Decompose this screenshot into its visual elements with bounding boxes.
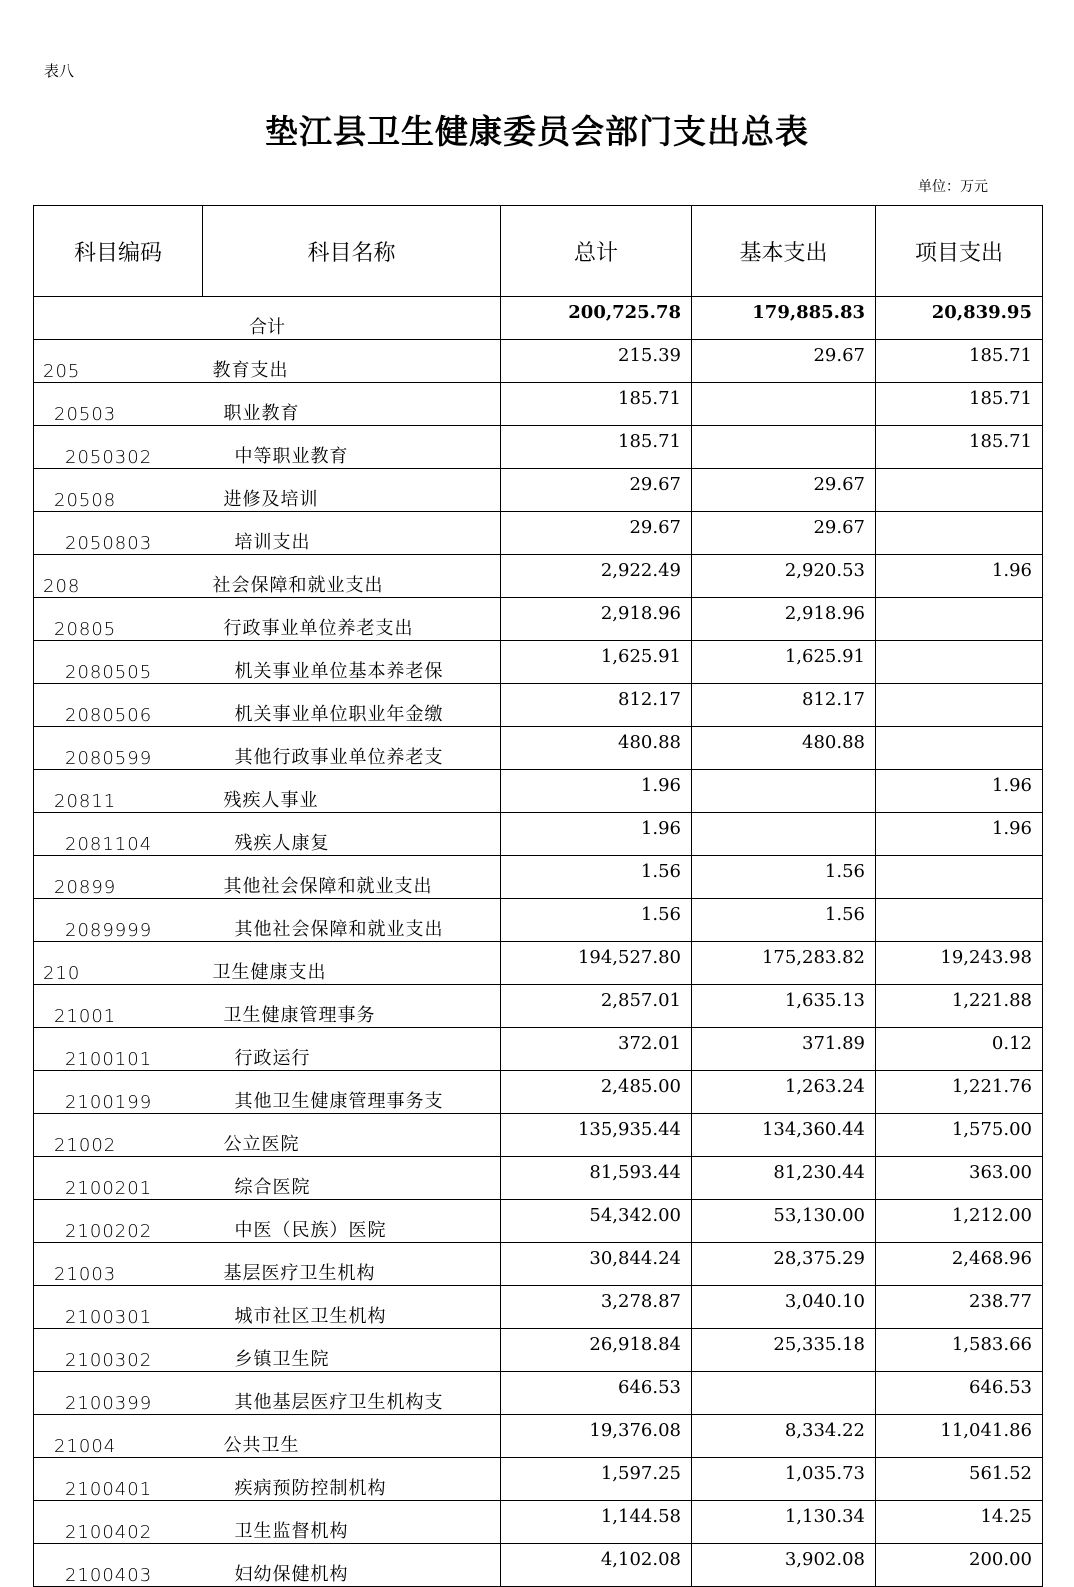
- row-project: 1,221.76: [876, 1071, 1043, 1114]
- row-total: 3,278.87: [501, 1286, 692, 1329]
- row-name: 卫生健康支出: [203, 942, 501, 985]
- row-name: 残疾人康复: [203, 813, 501, 856]
- row-code: 2080505: [34, 641, 203, 684]
- row-name: 公共卫生: [203, 1415, 501, 1458]
- table-row: [34, 641, 1043, 684]
- table-row: [34, 1200, 1043, 1243]
- row-total: 812.17: [501, 684, 692, 727]
- row-project: 11,041.86: [876, 1415, 1043, 1458]
- row-total: 4,102.08: [501, 1544, 692, 1587]
- row-code: 20899: [34, 856, 203, 899]
- row-basic: 134,360.44: [692, 1114, 876, 1157]
- row-name: 其他卫生健康管理事务支: [203, 1071, 501, 1114]
- row-code: 20503: [34, 383, 203, 426]
- row-total: 480.88: [501, 727, 692, 770]
- row-name: 机关事业单位基本养老保: [203, 641, 501, 684]
- row-project: [876, 641, 1043, 684]
- table-row: [34, 942, 1043, 985]
- row-name: 乡镇卫生院: [203, 1329, 501, 1372]
- row-basic: [692, 383, 876, 426]
- row-basic: 29.67: [692, 512, 876, 555]
- row-project: [876, 598, 1043, 641]
- header-name: 科目名称: [203, 206, 501, 297]
- row-basic: 1.56: [692, 856, 876, 899]
- row-name: 进修及培训: [203, 469, 501, 512]
- row-name: 其他行政事业单位养老支: [203, 727, 501, 770]
- row-name: 卫生监督机构: [203, 1501, 501, 1544]
- row-name: 机关事业单位职业年金缴: [203, 684, 501, 727]
- row-basic: 1,625.91: [692, 641, 876, 684]
- expenditure-table: [33, 205, 1043, 1587]
- row-name: 其他基层医疗卫生机构支: [203, 1372, 501, 1415]
- table-row: [34, 598, 1043, 641]
- total-label: 合计: [34, 297, 501, 340]
- row-total: 19,376.08: [501, 1415, 692, 1458]
- row-basic: 371.89: [692, 1028, 876, 1071]
- row-code: 21002: [34, 1114, 203, 1157]
- table-row: [34, 856, 1043, 899]
- row-name: 城市社区卫生机构: [203, 1286, 501, 1329]
- row-name: 培训支出: [203, 512, 501, 555]
- row-project: 0.12: [876, 1028, 1043, 1071]
- row-name: 行政运行: [203, 1028, 501, 1071]
- table-row: [34, 1329, 1043, 1372]
- row-total: 135,935.44: [501, 1114, 692, 1157]
- row-basic: 8,334.22: [692, 1415, 876, 1458]
- row-code: 2100401: [34, 1458, 203, 1501]
- row-code: 2100199: [34, 1071, 203, 1114]
- row-basic: 81,230.44: [692, 1157, 876, 1200]
- table-row: [34, 1286, 1043, 1329]
- row-code: 21003: [34, 1243, 203, 1286]
- row-name: 中医（民族）医院: [203, 1200, 501, 1243]
- header-code: 科目编码: [34, 206, 203, 297]
- row-code: 2100302: [34, 1329, 203, 1372]
- row-basic: [692, 426, 876, 469]
- row-project: 238.77: [876, 1286, 1043, 1329]
- table-row: [34, 727, 1043, 770]
- row-project: 1,575.00: [876, 1114, 1043, 1157]
- row-code: 2050302: [34, 426, 203, 469]
- row-total: 29.67: [501, 512, 692, 555]
- row-name: 基层医疗卫生机构: [203, 1243, 501, 1286]
- row-name: 教育支出: [203, 340, 501, 383]
- row-total: 646.53: [501, 1372, 692, 1415]
- row-project: [876, 512, 1043, 555]
- row-code: 2100202: [34, 1200, 203, 1243]
- row-total: 81,593.44: [501, 1157, 692, 1200]
- row-name: 其他社会保障和就业支出: [203, 856, 501, 899]
- table-row: [34, 1415, 1043, 1458]
- row-project: 1,212.00: [876, 1200, 1043, 1243]
- table-row: [34, 770, 1043, 813]
- row-code: 2100399: [34, 1372, 203, 1415]
- row-name: 中等职业教育: [203, 426, 501, 469]
- row-basic: 53,130.00: [692, 1200, 876, 1243]
- row-code: 208: [34, 555, 203, 598]
- row-code: 2100402: [34, 1501, 203, 1544]
- sheet-label: 表八: [44, 62, 75, 80]
- row-total: 54,342.00: [501, 1200, 692, 1243]
- row-project: 646.53: [876, 1372, 1043, 1415]
- header-basic: 基本支出: [692, 206, 876, 297]
- row-project: [876, 727, 1043, 770]
- row-project: 185.71: [876, 383, 1043, 426]
- header-project: 项目支出: [876, 206, 1043, 297]
- row-basic: 2,920.53: [692, 555, 876, 598]
- total-row: [34, 297, 1043, 340]
- row-name: 残疾人事业: [203, 770, 501, 813]
- row-code: 21001: [34, 985, 203, 1028]
- table-row: [34, 383, 1043, 426]
- row-basic: 175,283.82: [692, 942, 876, 985]
- table-row: [34, 684, 1043, 727]
- row-total: 185.71: [501, 383, 692, 426]
- row-name: 妇幼保健机构: [203, 1544, 501, 1587]
- row-total: 194,527.80: [501, 942, 692, 985]
- table-row: [34, 1243, 1043, 1286]
- row-code: 2100403: [34, 1544, 203, 1587]
- total-basic: 179,885.83: [692, 297, 876, 340]
- row-total: 30,844.24: [501, 1243, 692, 1286]
- row-total: 1.96: [501, 770, 692, 813]
- row-code: 20805: [34, 598, 203, 641]
- row-project: 2,468.96: [876, 1243, 1043, 1286]
- row-code: 2100301: [34, 1286, 203, 1329]
- row-code: 2081104: [34, 813, 203, 856]
- row-code: 21004: [34, 1415, 203, 1458]
- row-code: 210: [34, 942, 203, 985]
- row-total: 2,918.96: [501, 598, 692, 641]
- row-total: 185.71: [501, 426, 692, 469]
- row-total: 1,597.25: [501, 1458, 692, 1501]
- row-basic: 1,635.13: [692, 985, 876, 1028]
- row-name: 其他社会保障和就业支出: [203, 899, 501, 942]
- table-row: [34, 1071, 1043, 1114]
- row-basic: 2,918.96: [692, 598, 876, 641]
- table-row: [34, 813, 1043, 856]
- row-project: 1,221.88: [876, 985, 1043, 1028]
- row-code: 2080506: [34, 684, 203, 727]
- row-total: 1,144.58: [501, 1501, 692, 1544]
- table-row: [34, 1114, 1043, 1157]
- row-project: 1.96: [876, 555, 1043, 598]
- table-row: [34, 426, 1043, 469]
- row-name: 综合医院: [203, 1157, 501, 1200]
- row-code: 2100201: [34, 1157, 203, 1200]
- table-row: [34, 1372, 1043, 1415]
- table-row: [34, 340, 1043, 383]
- row-name: 疾病预防控制机构: [203, 1458, 501, 1501]
- table-row: [34, 512, 1043, 555]
- row-project: [876, 899, 1043, 942]
- row-project: 185.71: [876, 426, 1043, 469]
- row-code: 2050803: [34, 512, 203, 555]
- table-row: [34, 469, 1043, 512]
- row-project: [876, 684, 1043, 727]
- row-basic: 29.67: [692, 340, 876, 383]
- table-row: [34, 899, 1043, 942]
- row-project: [876, 469, 1043, 512]
- unit-label: 单位：万元: [918, 179, 988, 195]
- total-total: 200,725.78: [501, 297, 692, 340]
- row-total: 372.01: [501, 1028, 692, 1071]
- row-project: [876, 856, 1043, 899]
- row-basic: [692, 770, 876, 813]
- header-total: 总计: [501, 206, 692, 297]
- row-name: 行政事业单位养老支出: [203, 598, 501, 641]
- table-row: [34, 1157, 1043, 1200]
- row-total: 2,922.49: [501, 555, 692, 598]
- row-project: 1.96: [876, 770, 1043, 813]
- row-basic: [692, 813, 876, 856]
- row-project: 185.71: [876, 340, 1043, 383]
- table-row: [34, 1458, 1043, 1501]
- row-project: 1,583.66: [876, 1329, 1043, 1372]
- header-row: [34, 206, 1043, 297]
- row-code: 20811: [34, 770, 203, 813]
- table-row: [34, 985, 1043, 1028]
- row-total: 215.39: [501, 340, 692, 383]
- row-code: 20508: [34, 469, 203, 512]
- row-total: 1.96: [501, 813, 692, 856]
- row-project: 363.00: [876, 1157, 1043, 1200]
- row-project: 14.25: [876, 1501, 1043, 1544]
- row-basic: 3,040.10: [692, 1286, 876, 1329]
- row-basic: 25,335.18: [692, 1329, 876, 1372]
- table-row: [34, 1544, 1043, 1587]
- row-name: 公立医院: [203, 1114, 501, 1157]
- row-project: 200.00: [876, 1544, 1043, 1587]
- row-basic: 1.56: [692, 899, 876, 942]
- row-basic: 1,263.24: [692, 1071, 876, 1114]
- row-name: 社会保障和就业支出: [203, 555, 501, 598]
- row-name: 卫生健康管理事务: [203, 985, 501, 1028]
- row-code: 2080599: [34, 727, 203, 770]
- row-total: 1,625.91: [501, 641, 692, 684]
- table-row: [34, 1501, 1043, 1544]
- row-total: 2,857.01: [501, 985, 692, 1028]
- row-code: 205: [34, 340, 203, 383]
- row-total: 1.56: [501, 856, 692, 899]
- table-row: [34, 1028, 1043, 1071]
- row-project: 1.96: [876, 813, 1043, 856]
- total-project: 20,839.95: [876, 297, 1043, 340]
- row-total: 2,485.00: [501, 1071, 692, 1114]
- table-row: [34, 555, 1043, 598]
- row-total: 1.56: [501, 899, 692, 942]
- row-basic: [692, 1372, 876, 1415]
- page-title: 垫江县卫生健康委员会部门支出总表: [265, 112, 809, 151]
- row-total: 26,918.84: [501, 1329, 692, 1372]
- row-basic: 812.17: [692, 684, 876, 727]
- row-basic: 1,035.73: [692, 1458, 876, 1501]
- row-project: 561.52: [876, 1458, 1043, 1501]
- row-basic: 3,902.08: [692, 1544, 876, 1587]
- row-basic: 28,375.29: [692, 1243, 876, 1286]
- row-total: 29.67: [501, 469, 692, 512]
- row-code: 2089999: [34, 899, 203, 942]
- row-name: 职业教育: [203, 383, 501, 426]
- row-project: 19,243.98: [876, 942, 1043, 985]
- row-basic: 29.67: [692, 469, 876, 512]
- row-basic: 480.88: [692, 727, 876, 770]
- row-basic: 1,130.34: [692, 1501, 876, 1544]
- row-code: 2100101: [34, 1028, 203, 1071]
